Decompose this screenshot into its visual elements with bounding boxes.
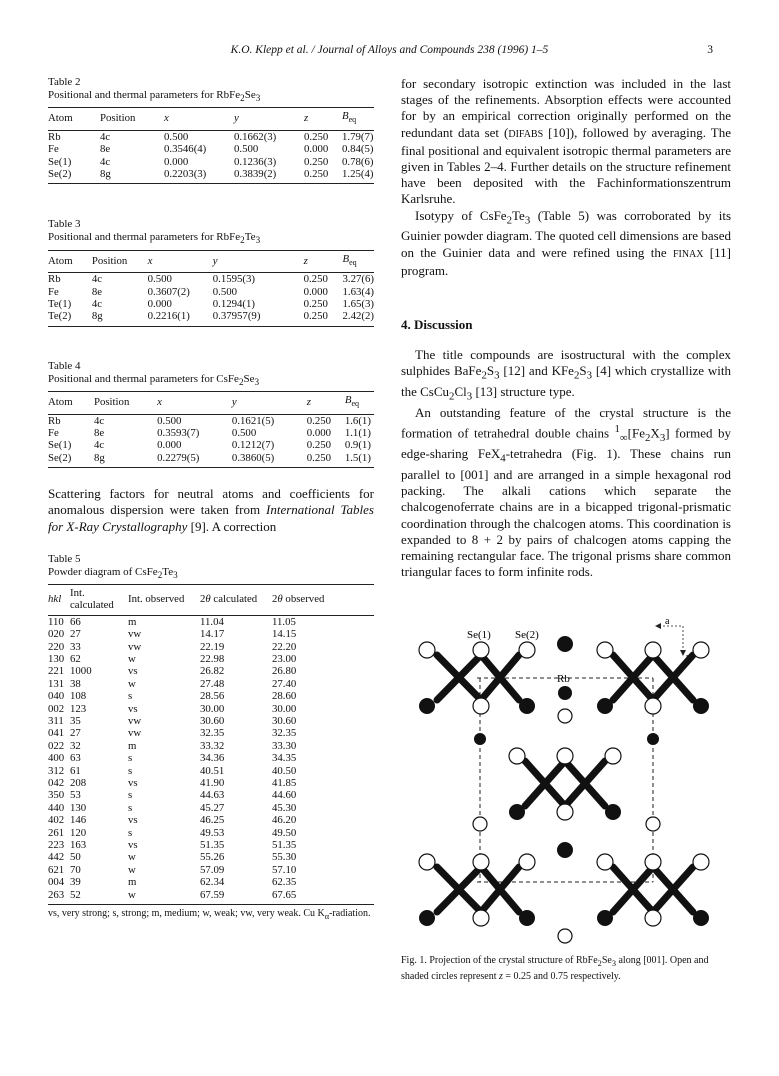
column-header: y xyxy=(232,391,307,414)
table-cell: 0.250 xyxy=(304,167,329,180)
table-cell: vs xyxy=(128,839,138,852)
table-5-caption: Powder diagram of $CsFe_2Te_3$ xyxy=(48,565,178,580)
table-cell: 4c xyxy=(91,297,103,310)
table-cell: s xyxy=(128,690,133,703)
table-row xyxy=(48,827,374,839)
table-cell: 51.35 xyxy=(200,839,225,852)
table-cell: 32.35 xyxy=(200,727,225,740)
table-cell: 0.2216(1) xyxy=(147,310,190,323)
table-cell: w xyxy=(128,851,136,864)
table-cell: 0.500 xyxy=(212,285,238,298)
column-header: x xyxy=(157,391,232,414)
isotypy-paragraph: Isotypy of $CsFe_2Te_3$ (Table 5) was corroborated by its Guinier powder diagram. The quoted cell dimensions are based on the Guinier data and were refined using the FINAX [11] program. xyxy=(401,207,731,278)
column-header: x xyxy=(148,250,213,273)
table-row xyxy=(48,628,374,640)
table-cell: 33 xyxy=(70,640,81,653)
table-5 xyxy=(48,553,374,923)
table-cell: 220 xyxy=(48,640,65,653)
table-cell: 14.17 xyxy=(200,628,225,641)
table-cell: 33.30 xyxy=(272,739,297,752)
table-cell: 0.250 xyxy=(303,273,328,286)
column-header: $B_{eq}$ xyxy=(342,250,374,273)
table-cell: 004 xyxy=(48,876,65,889)
table-cell: vw xyxy=(128,640,142,653)
table-cell: 39 xyxy=(70,876,81,889)
table-cell: 0.3839(2) xyxy=(234,167,277,180)
table-cell: 440 xyxy=(48,801,65,814)
table-cell: 8e xyxy=(100,143,111,156)
table-cell: 8g xyxy=(91,310,103,323)
table-4-label: Table 4 xyxy=(48,359,81,372)
axis-indicator xyxy=(655,618,691,665)
table-cell: 131 xyxy=(48,677,65,690)
table-row xyxy=(48,727,374,739)
table-row xyxy=(48,876,374,888)
table-cell: 0.3607(2) xyxy=(147,285,190,298)
table-cell: 28.56 xyxy=(200,690,225,703)
table-cell: 4c xyxy=(91,273,103,286)
table-cell: 0.500 xyxy=(231,426,257,439)
table-cell: 44.63 xyxy=(200,789,225,802)
table-cell: Se(1) xyxy=(48,439,72,452)
table-cell: 3.27(6) xyxy=(342,273,374,286)
table-cell: Se(2) xyxy=(48,167,72,180)
table-cell: s xyxy=(128,801,133,814)
table-cell: 57.09 xyxy=(200,863,225,876)
table-cell: 35 xyxy=(70,714,81,727)
table-cell: 0.250 xyxy=(304,155,329,168)
table-cell: 34.35 xyxy=(272,752,297,765)
table-cell: 26.80 xyxy=(272,665,297,678)
table-cell: 146 xyxy=(70,814,87,827)
table-cell: 11.04 xyxy=(200,615,224,628)
table-cell: 4c xyxy=(100,130,111,143)
table-row xyxy=(48,452,374,468)
table-cell: 0.250 xyxy=(303,310,328,323)
table-cell: 0.78(6) xyxy=(342,155,374,168)
table-header-row xyxy=(48,391,374,414)
table-row xyxy=(48,814,374,826)
table-cell: Se(1) xyxy=(48,155,72,168)
label-se2: Se(2) xyxy=(515,629,539,641)
table-cell: 1.1(1) xyxy=(344,426,371,439)
table-cell: 50 xyxy=(70,851,81,864)
column-header: z xyxy=(304,250,343,273)
table-cell: 130 xyxy=(48,652,65,665)
table-cell: 1000 xyxy=(70,665,92,678)
atom-se-shaded xyxy=(557,636,573,652)
table-cell: Rb xyxy=(48,130,61,143)
table-cell: 0.3546(4) xyxy=(164,143,207,156)
table-cell: 8e xyxy=(93,426,105,439)
atom-rb-open xyxy=(558,709,572,723)
column-header: y xyxy=(213,250,304,273)
table-5-grid xyxy=(48,584,374,905)
table-cell: 120 xyxy=(70,826,87,839)
table-cell: m xyxy=(128,615,137,628)
label-se1: Se(1) xyxy=(467,629,491,641)
table-cell: 123 xyxy=(70,702,87,715)
axis-a-label: a xyxy=(665,618,670,627)
table-cell: 40.50 xyxy=(272,764,297,777)
table-cell: 34.36 xyxy=(200,752,225,765)
table-cell: 1.25(4) xyxy=(342,167,374,180)
table-cell: 22.19 xyxy=(200,640,225,653)
table-cell: 040 xyxy=(48,690,65,703)
table-cell: 62 xyxy=(70,652,81,665)
table-3 xyxy=(48,218,374,326)
table-cell: 52 xyxy=(70,888,81,901)
table-row xyxy=(48,889,374,905)
table-cell: 45.27 xyxy=(200,801,225,814)
table-cell: vs xyxy=(128,814,138,827)
table-row xyxy=(48,286,374,298)
table-cell: 22.20 xyxy=(272,640,297,653)
table-cell: vs xyxy=(128,702,138,715)
column-header: Atom xyxy=(48,391,94,414)
table-cell: 30.60 xyxy=(200,714,225,727)
table-cell: 002 xyxy=(48,702,65,715)
table-cell: s xyxy=(128,826,133,839)
table-row xyxy=(48,427,374,439)
table-cell: w xyxy=(128,652,136,665)
table-cell: vs xyxy=(128,665,138,678)
column-header: hkl xyxy=(48,584,70,615)
table-5-footnote: vs, very strong; s, strong; m, medium; w, weak; vw, very weak. Cu $K_\alpha$-radiation. xyxy=(48,908,371,922)
figure-caption: Fig. 1. Projection of the crystal structure of $RbFe_2Se_3$ along [001]. Open and shaded circles represent z = 0.25 and 0.75 respectively. xyxy=(401,955,709,982)
table-cell: 221 xyxy=(48,665,65,678)
table-cell: 46.25 xyxy=(200,814,225,827)
label-rb: Rb xyxy=(557,673,570,685)
table-cell: 442 xyxy=(48,851,65,864)
table-cell: 621 xyxy=(48,863,65,876)
figure-1 xyxy=(407,618,727,948)
table-cell: 49.53 xyxy=(200,826,225,839)
table-cell: 0.500 xyxy=(164,130,189,143)
table-cell: 1.5(1) xyxy=(344,451,371,464)
table-header-row xyxy=(48,584,374,615)
table-cell: 41.85 xyxy=(272,777,297,790)
table-cell: 0.000 xyxy=(306,426,332,439)
table-cell: 311 xyxy=(48,714,64,727)
column-header: $B_{eq}$ xyxy=(342,108,374,131)
table-cell: Fe xyxy=(48,285,59,298)
table-cell: 0.2203(3) xyxy=(164,167,207,180)
right-column xyxy=(401,76,731,580)
table-row xyxy=(48,851,374,863)
table-cell: 1.63(4) xyxy=(342,285,374,298)
column-header: Int. calculated xyxy=(70,584,128,615)
table-2-caption: Positional and thermal parameters for $RbFe_2Se_3$ xyxy=(48,89,261,104)
table-cell: 020 xyxy=(48,628,65,641)
table-cell: 0.500 xyxy=(157,414,182,427)
table-row xyxy=(48,690,374,702)
table-cell: 27.48 xyxy=(200,677,225,690)
section-title: 4. Discussion xyxy=(401,317,473,333)
table-cell: 0.250 xyxy=(306,439,332,452)
table-cell: 8g xyxy=(100,167,111,180)
table-cell: 55.30 xyxy=(272,851,297,864)
table-cell: 0.250 xyxy=(304,130,329,143)
table-row xyxy=(48,839,374,851)
table-cell: 0.500 xyxy=(234,143,259,156)
table-cell: Rb xyxy=(48,414,61,427)
table-cell: 0.500 xyxy=(147,273,172,286)
table-cell: 0.3860(5) xyxy=(231,451,275,464)
table-cell: 350 xyxy=(48,789,65,802)
table-row xyxy=(48,143,374,155)
table-cell: 44.60 xyxy=(272,789,297,802)
table-cell: 1.79(7) xyxy=(342,130,374,143)
table-cell: s xyxy=(128,752,133,765)
table-cell: 0.2279(5) xyxy=(157,451,200,464)
table-cell: 14.15 xyxy=(272,628,297,641)
table-cell: m xyxy=(128,876,137,889)
page-number: 3 xyxy=(707,44,713,56)
table-cell: 27 xyxy=(70,727,81,740)
table-2-label: Table 2 xyxy=(48,76,81,88)
table-3-label: Table 3 xyxy=(48,218,81,231)
table-cell: 4c xyxy=(93,439,105,452)
table-cell: 223 xyxy=(48,839,65,852)
table-cell: vw xyxy=(128,727,142,740)
table-cell: 1.6(1) xyxy=(344,414,371,427)
table-cell: 0.250 xyxy=(303,297,328,310)
table-cell: 022 xyxy=(48,739,65,752)
table-cell: 0.37957(9) xyxy=(212,310,261,323)
table-cell: vs xyxy=(128,777,138,790)
atom-rb-shaded xyxy=(558,686,572,700)
table-5-label: Table 5 xyxy=(48,552,81,565)
table-cell: 0.1595(3) xyxy=(212,273,256,286)
table-row xyxy=(48,715,374,727)
column-header: Position xyxy=(92,250,148,273)
table-cell: 0.1212(7) xyxy=(231,439,275,452)
table-cell: Te(2) xyxy=(48,310,72,323)
table-row xyxy=(48,414,374,427)
column-header: 2θ observed xyxy=(272,584,374,615)
table-cell: 042 xyxy=(48,777,65,790)
table-cell: 130 xyxy=(70,801,87,814)
table-cell: 163 xyxy=(70,839,87,852)
table-cell: 0.1236(3) xyxy=(234,155,277,168)
crystal-structure-projection xyxy=(407,618,727,948)
table-cell: 53 xyxy=(70,789,81,802)
table-row xyxy=(48,653,374,665)
table-cell: 27.40 xyxy=(272,677,297,690)
table-cell: 28.60 xyxy=(272,690,297,703)
table-cell: 2.42(2) xyxy=(342,310,374,323)
table-cell: 0.1294(1) xyxy=(212,297,256,310)
table-row xyxy=(48,765,374,777)
table-cell: 263 xyxy=(48,888,65,901)
table-cell: 57.10 xyxy=(272,863,297,876)
table-row xyxy=(48,298,374,310)
table-cell: 0.1662(3) xyxy=(234,130,277,143)
table-cell: 55.26 xyxy=(200,851,225,864)
table-row xyxy=(48,665,374,677)
table-cell: 62.35 xyxy=(272,876,297,889)
left-column xyxy=(48,76,374,923)
table-cell: 30.00 xyxy=(272,702,297,715)
left-paragraph: Scattering factors for neutral atoms and coefficients for anomalous dispersion were taken from International Tables for X-Ray Crystallography [9]. A correction xyxy=(48,486,374,534)
table-row xyxy=(48,156,374,168)
table-cell: 4c xyxy=(100,155,111,168)
discussion-paragraph-2: An outstanding feature of the crystal structure is the formation of tetrahedral double chains $^1_\infty[Fe_2X_3]$ formed by edge-sharing FeX$_4$-tetrahedra (Fig. 1). These chains run parallel to [001] and are arranged in a simple hexagonal rod packing. The alkali cations which separate the chalcogenoferrate chains are in a bicapped trigonal-prismatic coordination through the chalcogen atoms. This coordination is expanded to 8 + 2 by pairs of chalcogen atoms capping the remaining rectangular face. The trigonal prisms share common triangular faces to form infinite rods. xyxy=(401,404,731,580)
table-cell: 312 xyxy=(48,764,65,777)
table-cell: 40.51 xyxy=(200,764,225,777)
table-4-caption: Positional and thermal parameters for $CsFe_2Se_3$ xyxy=(48,372,260,387)
table-cell: 30.60 xyxy=(272,714,297,727)
refinement-paragraph: for secondary isotropic extinction was included in the last stages of the refinements. Absorption effects were accounted for by an empirical correction originally performed on the redundant data set (DIFABS [10]), followed by averaging. The final positional and equivalent isotropic thermal parameters are given in Tables 2–4. Further details on the structure refinement have been deposited with the Fachinformationszentrum Karlsruhe. xyxy=(401,76,731,207)
table-row xyxy=(48,641,374,653)
table-cell: 30.00 xyxy=(200,702,225,715)
chain-center xyxy=(509,748,621,820)
table-cell: 208 xyxy=(70,777,87,790)
table-row xyxy=(48,802,374,814)
table-cell: 0.000 xyxy=(157,439,182,452)
table-row xyxy=(48,777,374,789)
table-cell: m xyxy=(128,739,137,752)
table-cell: Te(1) xyxy=(48,297,72,310)
table-row xyxy=(48,752,374,764)
column-header: 2θ calculated xyxy=(200,584,272,615)
table-cell: 63 xyxy=(70,752,81,765)
column-header: z xyxy=(307,391,345,414)
table-cell: 22.98 xyxy=(200,652,225,665)
table-cell: Fe xyxy=(48,426,59,439)
table-2-grid xyxy=(48,107,374,184)
table-cell: Fe xyxy=(48,143,59,156)
table-row xyxy=(48,678,374,690)
table-cell: 0.000 xyxy=(147,297,172,310)
chain-bottom-right xyxy=(597,854,709,926)
table-row xyxy=(48,789,374,801)
table-4 xyxy=(48,360,374,468)
table-2 xyxy=(48,76,374,184)
table-row xyxy=(48,864,374,876)
column-header: Position xyxy=(100,108,164,131)
table-cell: 0.1621(5) xyxy=(231,414,275,427)
table-row xyxy=(48,703,374,715)
table-cell: 8e xyxy=(91,285,103,298)
running-header xyxy=(0,44,779,60)
table-cell: 0.000 xyxy=(164,155,189,168)
table-cell: 51.35 xyxy=(272,839,297,852)
table-cell: 400 xyxy=(48,752,65,765)
table-cell: 33.32 xyxy=(200,739,225,752)
table-row xyxy=(48,740,374,752)
table-cell: 32.35 xyxy=(272,727,297,740)
table-cell: 0.000 xyxy=(304,143,329,156)
column-header: z xyxy=(304,108,342,131)
table-cell: 0.000 xyxy=(303,285,328,298)
table-cell: 27 xyxy=(70,628,81,641)
discussion-paragraph-1: The title compounds are isostructural with the complex sulphides $BaFe_2S_3$ [12] and $KFe_2S_3$ [4] which crystallize with the $CsCu_2Cl_3$ [13] structure type. xyxy=(401,347,731,403)
table-cell: 45.30 xyxy=(272,801,297,814)
table-cell: 110 xyxy=(48,615,64,628)
column-header: Atom xyxy=(48,108,100,131)
table-cell: 41.90 xyxy=(200,777,225,790)
table-cell: 26.82 xyxy=(200,665,225,678)
table-cell: 70 xyxy=(70,863,81,876)
table-cell: w xyxy=(128,888,136,901)
table-cell: 49.50 xyxy=(272,826,297,839)
table-cell: 0.250 xyxy=(306,414,332,427)
table-cell: 402 xyxy=(48,814,65,827)
table-row xyxy=(48,615,374,628)
chain-bottom-left xyxy=(419,854,535,926)
column-header: Int. observed xyxy=(128,584,200,615)
table-row xyxy=(48,130,374,143)
table-cell: 66 xyxy=(70,615,81,628)
table-cell: 11.05 xyxy=(272,615,296,628)
table-row xyxy=(48,273,374,286)
table-cell: 61 xyxy=(70,764,81,777)
table-cell: 32 xyxy=(70,739,81,752)
journal-citation: K.O. Klepp et al. / Journal of Alloys and Compounds 238 (1996) 1–5 xyxy=(230,44,549,56)
table-cell: 4c xyxy=(93,414,105,427)
table-cell: s xyxy=(128,789,133,802)
table-cell: 67.65 xyxy=(272,888,297,901)
table-cell: vw xyxy=(128,714,142,727)
column-header: Position xyxy=(94,391,157,414)
table-cell: Se(2) xyxy=(48,451,72,464)
table-cell: 62.34 xyxy=(200,876,225,889)
table-cell: w xyxy=(128,863,136,876)
column-header: Atom xyxy=(48,250,92,273)
column-header: y xyxy=(234,108,304,131)
table-row xyxy=(48,310,374,326)
table-row xyxy=(48,168,374,184)
column-header: x xyxy=(164,108,234,131)
table-header-row xyxy=(48,250,374,273)
table-cell: w xyxy=(128,677,136,690)
column-header: $B_{eq}$ xyxy=(345,391,374,414)
table-cell: 0.9(1) xyxy=(344,439,371,452)
table-cell: 23.00 xyxy=(272,652,297,665)
table-cell: 8g xyxy=(93,451,105,464)
table-cell: 0.3593(7) xyxy=(157,426,200,439)
table-cell: 0.84(5) xyxy=(342,143,374,156)
table-4-grid xyxy=(48,391,374,468)
table-cell: vw xyxy=(128,628,142,641)
table-3-caption: Positional and thermal parameters for $RbFe_2Te_3$ xyxy=(48,231,261,246)
table-cell: 46.20 xyxy=(272,814,297,827)
table-row xyxy=(48,439,374,451)
table-header-row xyxy=(48,108,374,131)
table-cell: 0.250 xyxy=(306,451,332,464)
table-cell: 67.59 xyxy=(200,888,225,901)
table-cell: 108 xyxy=(70,690,87,703)
table-cell: s xyxy=(128,764,133,777)
table-cell: 1.65(3) xyxy=(342,297,374,310)
table-cell: Rb xyxy=(48,273,61,286)
table-cell: 261 xyxy=(48,826,65,839)
table-3-grid xyxy=(48,250,374,327)
table-cell: 041 xyxy=(48,727,65,740)
table-cell: 38 xyxy=(70,677,81,690)
